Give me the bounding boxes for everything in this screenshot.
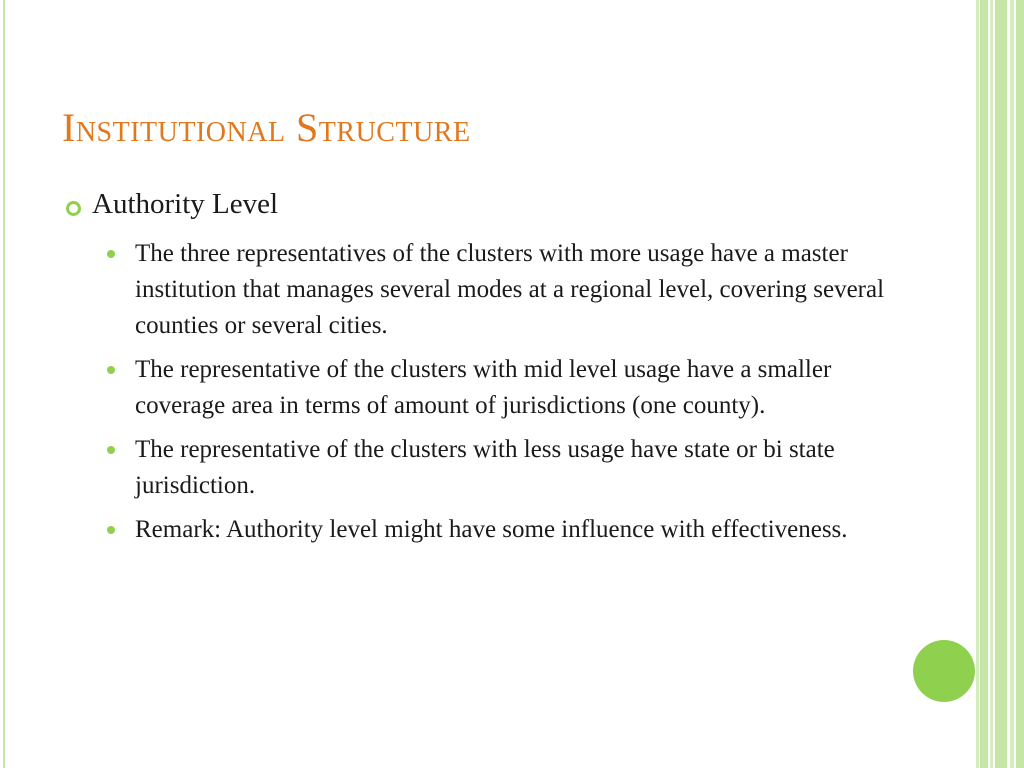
list-item-text: The three representatives of the clusters with more usage have a master institution that manages several modes at a regional level, covering several counties or several cities.: [135, 240, 885, 339]
dot-bullet-icon: [107, 250, 115, 258]
list-item: [107, 432, 897, 504]
list-item-text: Remark: Authority level might have some influence with effectiveness.: [135, 516, 848, 543]
right-stripe: [980, 0, 988, 768]
list-item-text: The representative of the clusters with less usage have state or bi state jurisdiction.: [135, 436, 835, 499]
right-stripe: [995, 0, 1007, 768]
left-border-line: [3, 0, 5, 768]
dot-bullet-icon: [107, 366, 115, 374]
dot-bullet-icon: [107, 526, 115, 534]
list-item: [107, 236, 897, 344]
ring-bullet-icon: [66, 201, 81, 216]
list-item: [107, 352, 897, 424]
level1-heading: Authority Level: [92, 188, 279, 220]
list-item-text: The representative of the clusters with mid level usage have a smaller coverage area in terms of amount of jurisdictions (one county).: [135, 356, 832, 419]
list-item: [107, 512, 897, 548]
sub-bullet-list: [107, 236, 897, 556]
right-stripe: [1010, 0, 1014, 768]
slide-title: Institutional Structure: [62, 105, 471, 150]
right-stripe: [990, 0, 993, 768]
decorative-circle-icon: [913, 640, 975, 702]
dot-bullet-icon: [107, 446, 115, 454]
right-stripe: [976, 0, 979, 768]
right-stripe: [1016, 0, 1024, 768]
